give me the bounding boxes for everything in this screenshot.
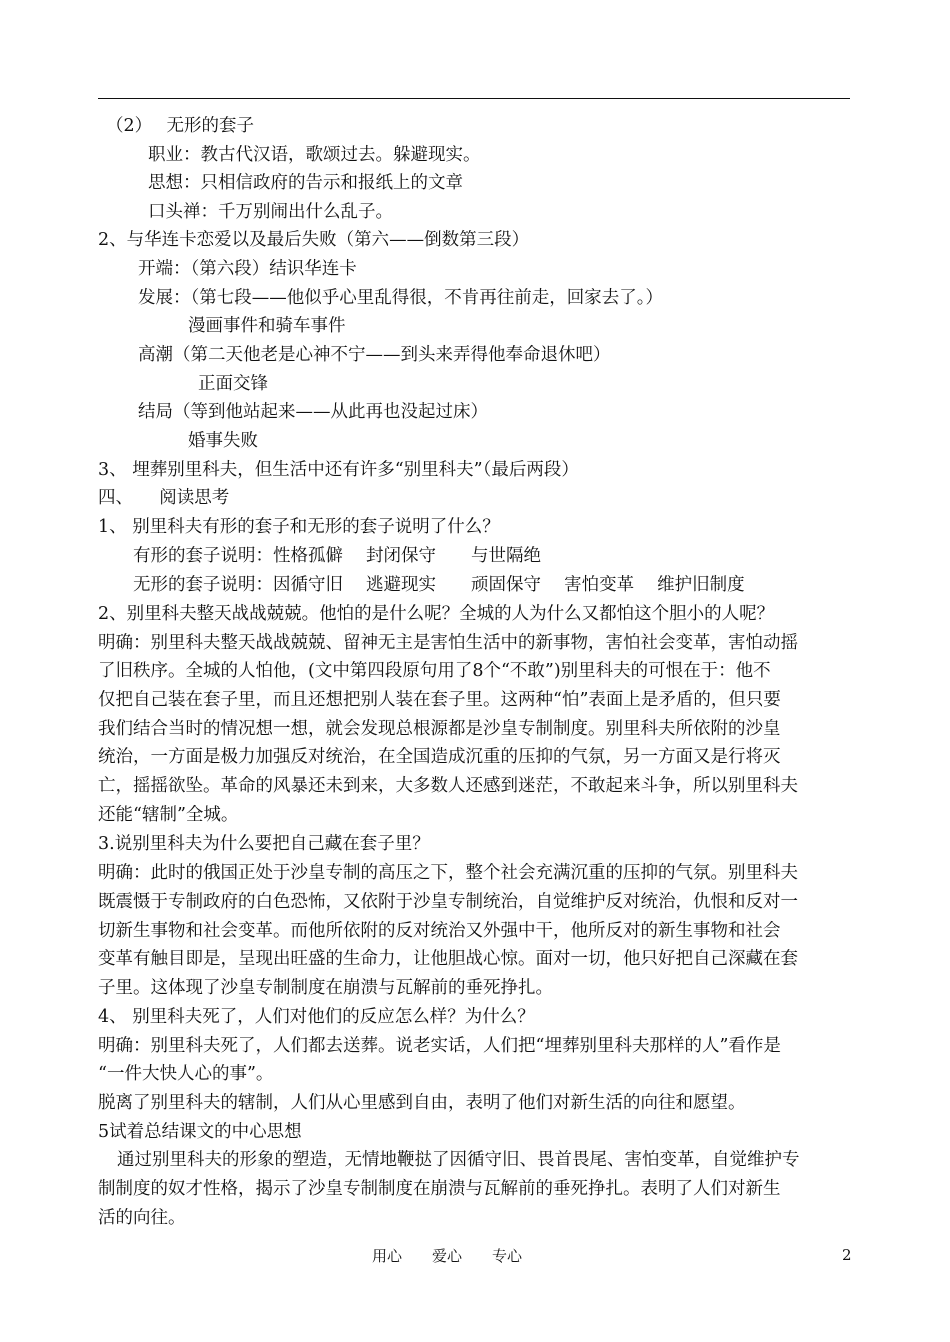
header-rule xyxy=(98,98,850,99)
page-number: 2 xyxy=(842,1246,852,1264)
text-line: 高潮（第二天他老是心神不宁——到头来弄得他奉命退休吧） xyxy=(138,345,611,365)
text-line: 漫画事件和骑车事件 xyxy=(188,316,346,336)
text-line: 婚事失败 xyxy=(188,431,258,451)
text-line: 脱离了别里科夫的辖制，人们从心里感到自由，表明了他们对新生活的向往和愿望。 xyxy=(98,1093,746,1113)
text-line: 思想：只相信政府的告示和报纸上的文章 xyxy=(148,173,463,193)
text-line: 我们结合当时的情况想一想，就会发现总根源都是沙皇专制制度。别里科夫所依附的沙皇 xyxy=(98,719,781,739)
text-line: 变革有触目即是，呈现出旺盛的生命力，让他胆战心惊。面对一切，他只好把自己深藏在套 xyxy=(98,949,798,969)
text-line: 5试着总结课文的中心思想 xyxy=(98,1122,302,1142)
text-line: 明确：此时的俄国正处于沙皇专制的高压之下，整个社会充满沉重的压抑的气氛。别里科夫 xyxy=(98,863,798,883)
text-line: 亡，摇摇欲坠。革命的风暴还未到来，大多数人还感到迷茫，不敢起来斗争，所以别里科夫 xyxy=(98,776,798,796)
text-line: 了旧秩序。全城的人怕他，(文中第四段原句用了8个“不敢”)别里科夫的可恨在于：他不 xyxy=(98,661,771,681)
text-line: 仅把自己装在套子里，而且还想把别人装在套子里。这两种“怕”表面上是矛盾的，但只要 xyxy=(98,690,781,710)
text-line: 3.说别里科夫为什么要把自己藏在套子里？ xyxy=(98,834,430,854)
text-line: 有形的套子说明：性格孤僻 封闭保守 与世隔绝 xyxy=(133,546,542,566)
text-line: 通过别里科夫的形象的塑造，无情地鞭挞了因循守旧、畏首畏尾、害怕变革，自觉维护专 xyxy=(117,1150,800,1170)
text-line: 既震慑于专制政府的白色恐怖，又依附于沙皇专制统治，自觉维护反对统治，仇恨和反对一 xyxy=(98,892,798,912)
text-line: 发展：（第七段——他似乎心里乱得很，不肯再往前走，回家去了。） xyxy=(138,288,663,308)
text-line: 职业：教古代汉语，歌颂过去。躲避现实。 xyxy=(148,145,481,165)
text-line: （2） 无形的套子 xyxy=(106,116,254,136)
text-line: 1、 别里科夫有形的套子和无形的套子说明了什么？ xyxy=(98,517,500,537)
text-line: 明确：别里科夫整天战战兢兢、留神无主是害怕生活中的新事物，害怕社会变革，害怕动摇 xyxy=(98,633,798,653)
text-line: 制制度的奴才性格，揭示了沙皇专制制度在崩溃与瓦解前的垂死挣扎。表明了人们对新生 xyxy=(98,1179,781,1199)
text-line: 4、 别里科夫死了，人们对他们的反应怎么样？为什么？ xyxy=(98,1007,535,1027)
text-line: 无形的套子说明：因循守旧 逃避现实 顽固保守 害怕变革 维护旧制度 xyxy=(133,575,745,595)
text-line: 2、别里科夫整天战战兢兢。他怕的是什么呢？全城的人为什么又都怕这个胆小的人呢？ xyxy=(98,604,775,624)
text-line: 切新生事物和社会变革。而他所依附的反对统治又外强中干，他所反对的新生事物和社会 xyxy=(98,921,781,941)
text-line: 口头禅：千万别闹出什么乱子。 xyxy=(148,202,393,222)
text-line: 明确：别里科夫死了，人们都去送葬。说老实话，人们把“埋葬别里科夫那样的人”看作是 xyxy=(98,1036,781,1056)
text-line: 正面交锋 xyxy=(198,374,268,394)
text-line: “一件大快人心的事”。 xyxy=(98,1064,274,1084)
text-line: 2、与华连卡恋爱以及最后失败（第六——倒数第三段） xyxy=(98,230,530,250)
text-line: 活的向往。 xyxy=(98,1208,186,1228)
text-line: 统治，一方面是极力加强反对统治，在全国造成沉重的压抑的气氛，另一方面又是行将灭 xyxy=(98,747,781,767)
text-line: 开端：（第六段）结识华连卡 xyxy=(138,259,357,279)
text-line: 3、 埋葬别里科夫，但生活中还有许多“别里科夫”（最后两段） xyxy=(98,460,579,480)
section-heading: 四、 阅读思考 xyxy=(98,488,230,508)
page-footer: 用心 爱心 专心 xyxy=(372,1247,523,1265)
text-line: 还能“辖制”全城。 xyxy=(98,805,239,825)
text-line: 结局（等到他站起来——从此再也没起过床） xyxy=(138,402,488,422)
text-line: 子里。这体现了沙皇专制制度在崩溃与瓦解前的垂死挣扎。 xyxy=(98,978,553,998)
